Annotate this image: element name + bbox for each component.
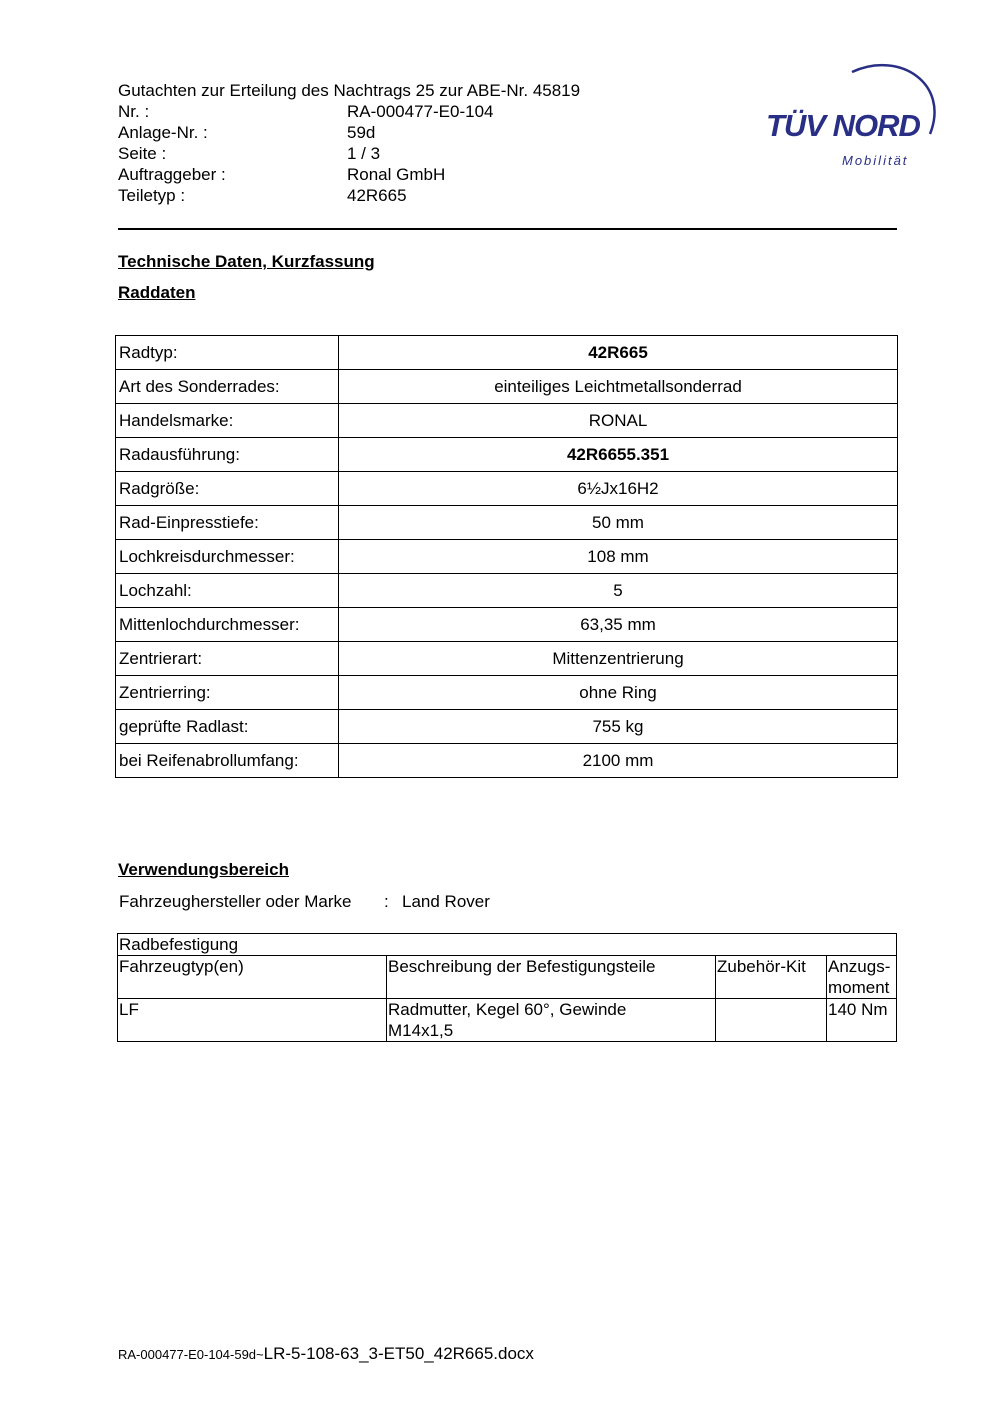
header-label-anlage: Anlage-Nr. : <box>118 123 208 142</box>
row-label: bei Reifenabrollumfang: <box>116 744 339 778</box>
radbefestigung-table <box>117 933 897 1042</box>
row-label: Lochkreisdurchmesser: <box>116 540 339 574</box>
table-row <box>116 506 898 540</box>
header-cell: Zubehör-Kit <box>716 956 827 999</box>
row-value: 2100 mm <box>339 744 898 778</box>
manufacturer-separator: : <box>384 892 389 911</box>
row-value: 42R6655.351 <box>339 438 898 472</box>
row-label: Zentrierring: <box>116 676 339 710</box>
table-row <box>116 404 898 438</box>
table-header-row <box>118 956 897 999</box>
table-row <box>116 676 898 710</box>
header-label-nr: Nr. : <box>118 102 150 121</box>
header-value-teiletyp: 42R665 <box>347 186 407 205</box>
table-cell: 140 Nm <box>827 999 897 1042</box>
row-label: Radgröße: <box>116 472 339 506</box>
header-label-seite: Seite : <box>118 144 167 163</box>
table-row <box>116 370 898 404</box>
footer-file: LR-5-108-63_3-ET50_42R665.docx <box>263 1344 534 1363</box>
header-value-nr: RA-000477-E0-104 <box>347 102 494 121</box>
row-label: geprüfte Radlast: <box>116 710 339 744</box>
row-value: einteiliges Leichtmetallsonderrad <box>339 370 898 404</box>
table-row <box>116 472 898 506</box>
table-caption: Radbefestigung <box>118 934 897 956</box>
header-value-seite: 1 / 3 <box>347 144 381 163</box>
row-label: Rad-Einpresstiefe: <box>116 506 339 540</box>
manufacturer-label: Fahrzeughersteller oder Marke <box>119 892 352 911</box>
row-value: 755 kg <box>339 710 898 744</box>
logo-brand-text: TÜV NORD <box>766 108 920 143</box>
logo-sub-text: Mobilität <box>842 153 909 168</box>
row-value: RONAL <box>339 404 898 438</box>
table-cell <box>716 999 827 1042</box>
row-value: ohne Ring <box>339 676 898 710</box>
row-label: Art des Sonderrades: <box>116 370 339 404</box>
section-title-verwendung: Verwendungsbereich <box>118 860 289 879</box>
header-value-anlage: 59d <box>347 123 376 142</box>
row-value: Mittenzentrierung <box>339 642 898 676</box>
footer-filename <box>118 1344 534 1364</box>
row-value: 50 mm <box>339 506 898 540</box>
table-row <box>118 999 897 1042</box>
logo-arc-icon <box>760 56 940 171</box>
section-title-tech: Technische Daten, Kurzfassung <box>118 252 375 271</box>
table-row <box>116 438 898 472</box>
table-cell: Radmutter, Kegel 60°, Gewinde M14x1,5 <box>387 999 716 1042</box>
row-value: 108 mm <box>339 540 898 574</box>
header-cell: Anzugs- moment <box>827 956 897 999</box>
table-row <box>116 574 898 608</box>
header-cell: Fahrzeugtyp(en) <box>118 956 387 999</box>
header-label-auftraggeber: Auftraggeber : <box>118 165 226 184</box>
table-row <box>116 642 898 676</box>
row-value: 42R665 <box>339 336 898 370</box>
row-label: Mittenlochdurchmesser: <box>116 608 339 642</box>
manufacturer-value: Land Rover <box>402 892 490 911</box>
table-row <box>116 608 898 642</box>
table-row <box>116 744 898 778</box>
header-value-auftraggeber: Ronal GmbH <box>347 165 446 184</box>
row-value: 63,35 mm <box>339 608 898 642</box>
header-divider <box>118 228 897 230</box>
table-row <box>116 540 898 574</box>
raddaten-table <box>115 335 898 778</box>
table-row <box>116 710 898 744</box>
tuv-nord-logo <box>760 56 940 171</box>
row-label: Radtyp: <box>116 336 339 370</box>
table-row <box>116 336 898 370</box>
report-title: Gutachten zur Erteilung des Nachtrags 25 zur ABE-Nr. 45819 <box>118 81 581 100</box>
header-label-teiletyp: Teiletyp : <box>118 186 186 205</box>
row-label: Zentrierart: <box>116 642 339 676</box>
table-cell: LF <box>118 999 387 1042</box>
header-cell: Beschreibung der Befestigungsteile <box>387 956 716 999</box>
row-label: Handelsmarke: <box>116 404 339 438</box>
row-value: 5 <box>339 574 898 608</box>
section-title-raddaten: Raddaten <box>118 283 196 302</box>
row-label: Lochzahl: <box>116 574 339 608</box>
footer-prefix: RA-000477-E0-104-59d~ <box>118 1347 264 1362</box>
row-value: 6½Jx16H2 <box>339 472 898 506</box>
row-label: Radausführung: <box>116 438 339 472</box>
table-row <box>118 934 897 956</box>
